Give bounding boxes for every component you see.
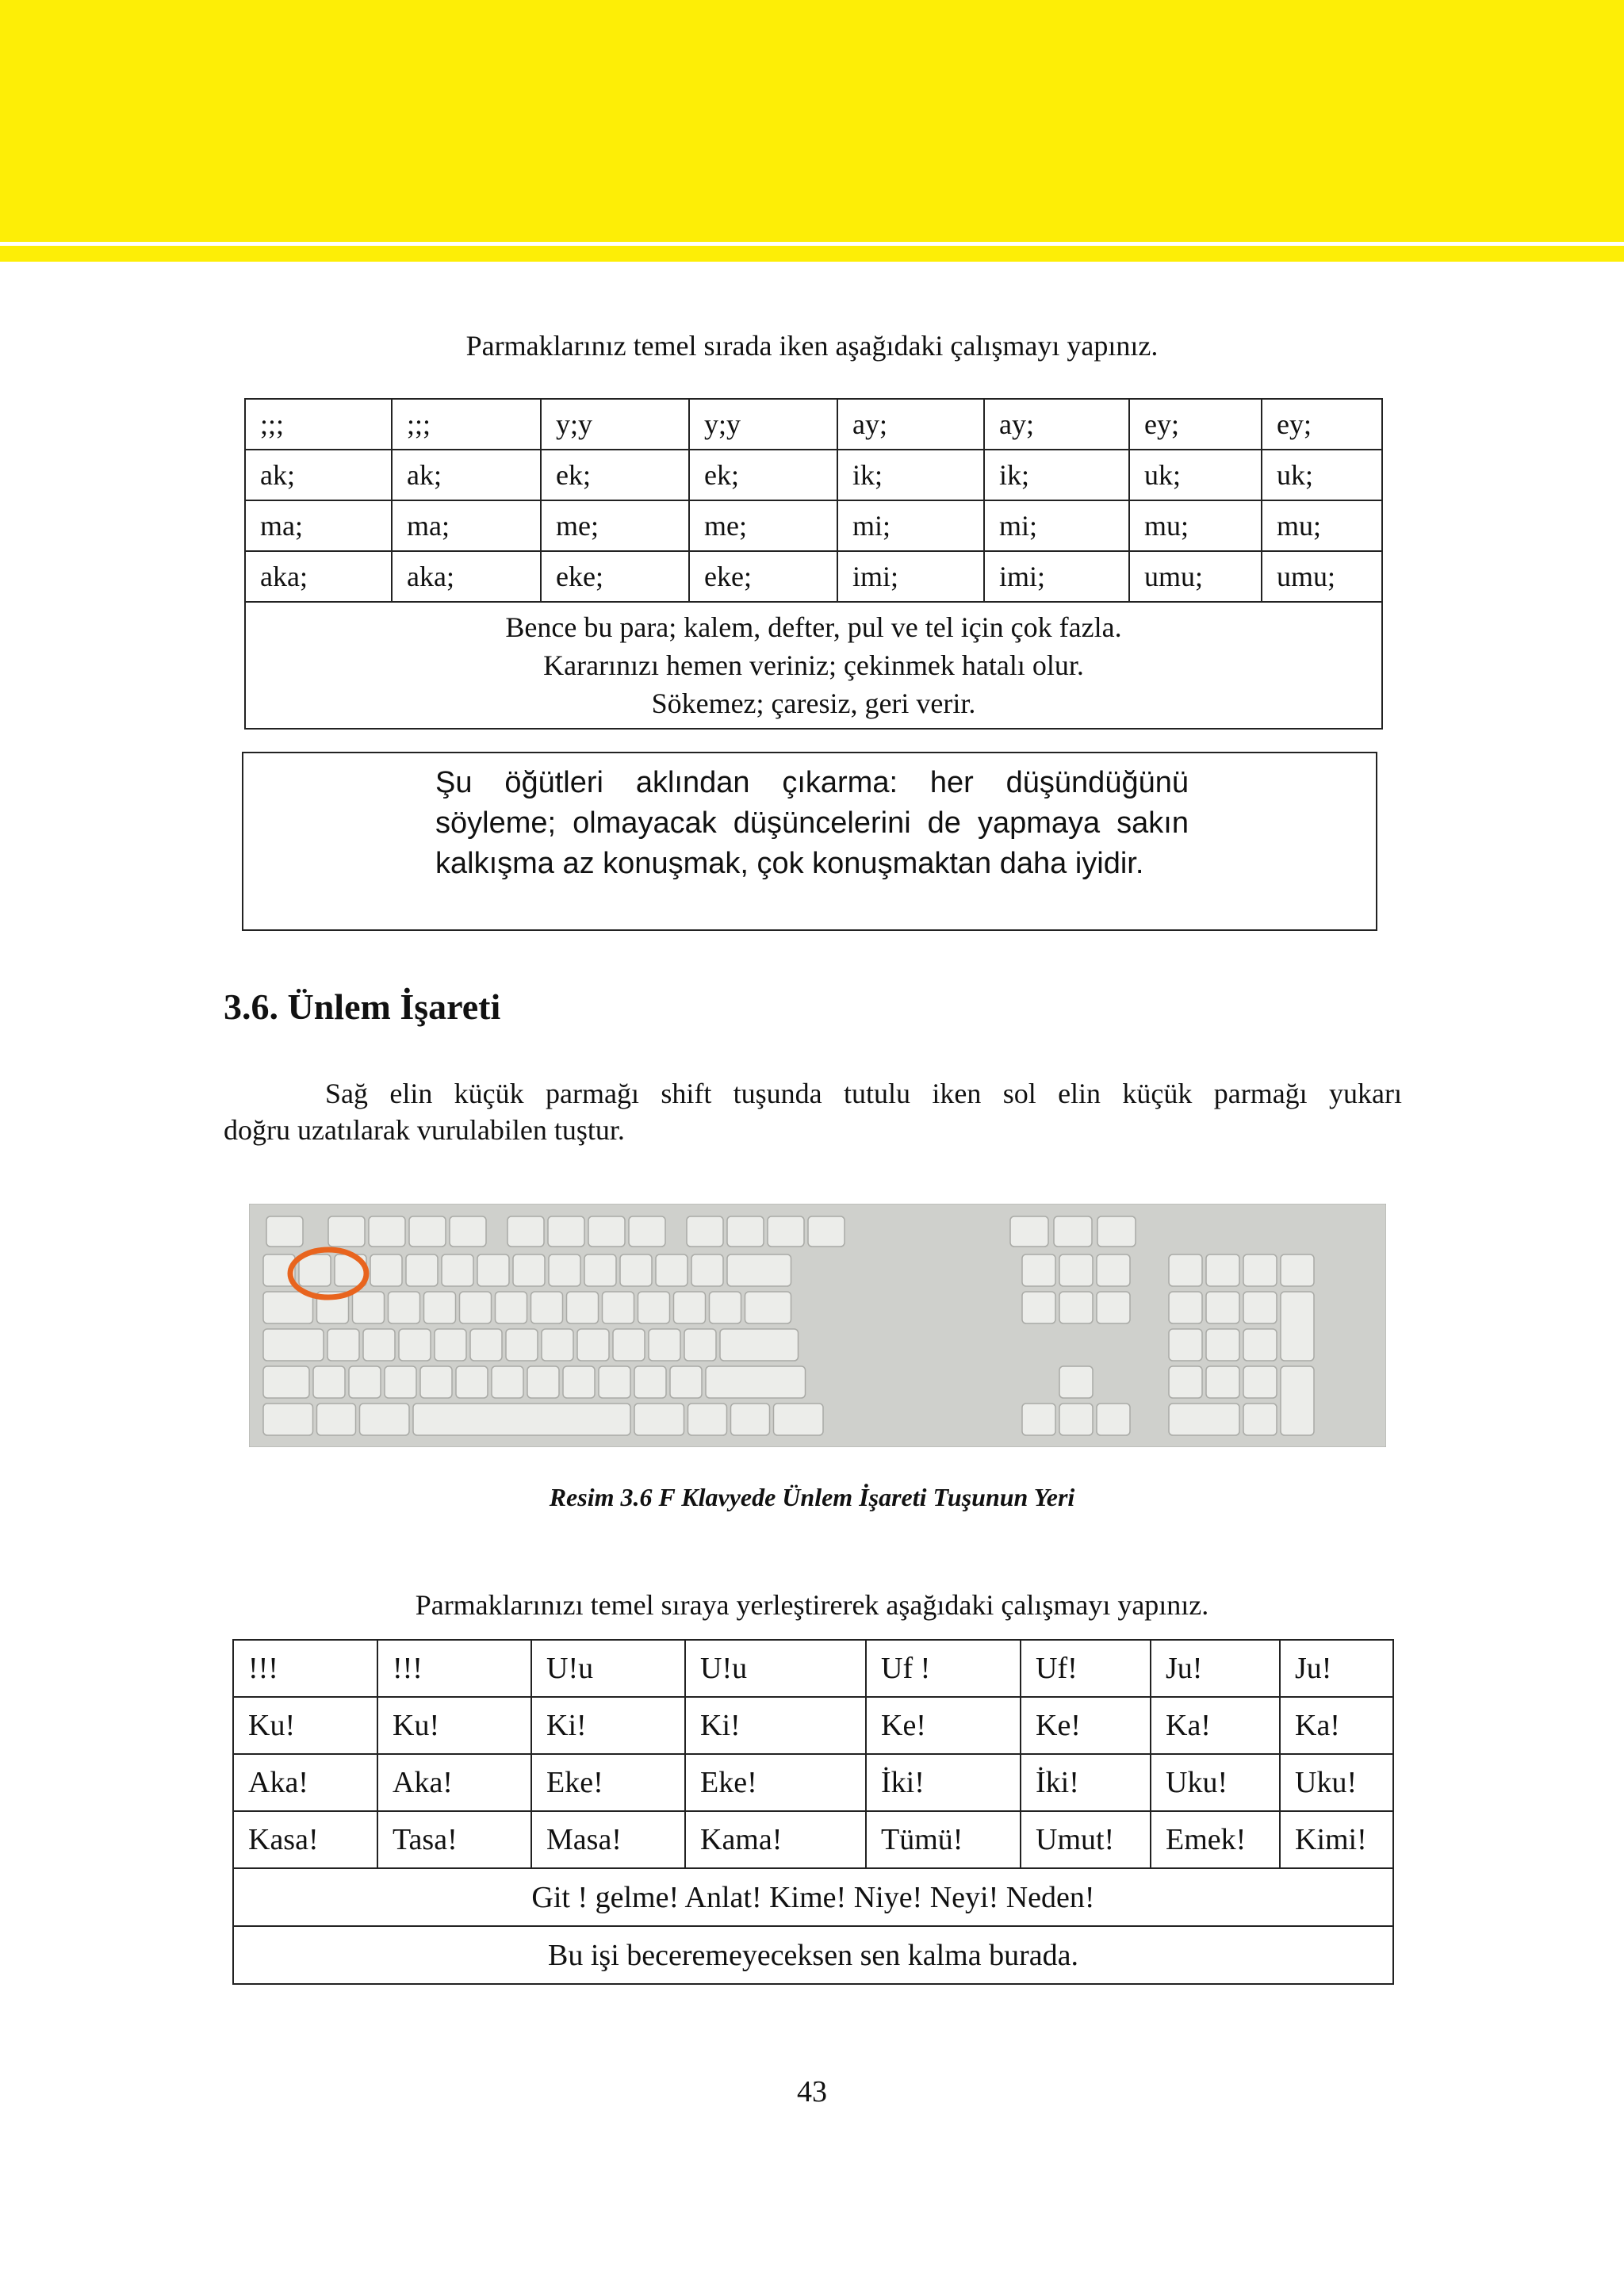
keyboard-key bbox=[1010, 1216, 1048, 1247]
keyboard-key bbox=[263, 1329, 324, 1361]
keyboard-key bbox=[584, 1254, 616, 1286]
keyboard-key bbox=[1243, 1292, 1277, 1323]
keyboard-key bbox=[710, 1292, 741, 1323]
keyboard-key bbox=[649, 1329, 680, 1361]
keyboard-key bbox=[349, 1366, 381, 1398]
keyboard-key bbox=[1059, 1404, 1093, 1435]
keyboard-key bbox=[745, 1292, 791, 1323]
keyboard-key bbox=[450, 1216, 486, 1247]
table-cell: Ku! bbox=[233, 1697, 377, 1754]
table-cell: U!u bbox=[531, 1640, 685, 1697]
keyboard-key bbox=[1206, 1329, 1239, 1361]
table-cell: ma; bbox=[392, 500, 541, 551]
keyboard-key bbox=[513, 1254, 545, 1286]
table-cell: Ju! bbox=[1151, 1640, 1280, 1697]
keyboard-key bbox=[460, 1292, 492, 1323]
table-cell: Ke! bbox=[866, 1697, 1021, 1754]
keyboard-key bbox=[527, 1366, 559, 1398]
keyboard-key bbox=[1169, 1292, 1202, 1323]
keyboard-key bbox=[399, 1329, 431, 1361]
keyboard-key bbox=[629, 1216, 665, 1247]
table-cell: uk; bbox=[1262, 450, 1382, 500]
keyboard-key bbox=[263, 1366, 309, 1398]
keyboard-key bbox=[389, 1292, 420, 1323]
table-cell: Uf! bbox=[1021, 1640, 1151, 1697]
keyboard-key bbox=[599, 1366, 630, 1398]
table-cell: ak; bbox=[392, 450, 541, 500]
sentence-line: Bence bu para; kalem, defter, pul ve tel için çok fazla. bbox=[505, 611, 1122, 643]
table-cell: Kimi! bbox=[1280, 1811, 1393, 1868]
keyboard-key bbox=[1169, 1404, 1239, 1435]
keyboard-key bbox=[420, 1366, 452, 1398]
keyboard-key bbox=[435, 1329, 466, 1361]
sentence-cell bbox=[245, 602, 1382, 729]
keyboard-key bbox=[567, 1292, 599, 1323]
table-cell: Tümü! bbox=[866, 1811, 1021, 1868]
keyboard-key bbox=[1281, 1366, 1314, 1435]
keyboard-key bbox=[548, 1216, 584, 1247]
keyboard-key bbox=[727, 1254, 791, 1286]
table-cell: ey; bbox=[1262, 399, 1382, 450]
keyboard-key bbox=[369, 1216, 405, 1247]
page-number: 43 bbox=[797, 2075, 827, 2108]
keyboard-key bbox=[263, 1404, 313, 1435]
keyboard-key bbox=[470, 1329, 502, 1361]
table-cell: ak; bbox=[245, 450, 392, 500]
table-row bbox=[233, 1926, 1393, 1984]
keyboard-key bbox=[409, 1216, 446, 1247]
sentence-line: Sökemez; çaresiz, geri verir. bbox=[651, 687, 976, 719]
table-cell: imi; bbox=[984, 551, 1129, 602]
keyboard-key bbox=[1059, 1292, 1093, 1323]
keyboard-key bbox=[531, 1292, 563, 1323]
keyboard-key bbox=[1097, 1254, 1130, 1286]
table-cell: mi; bbox=[984, 500, 1129, 551]
keyboard-key bbox=[317, 1404, 356, 1435]
table-cell: Kama! bbox=[685, 1811, 866, 1868]
sentence-line: Kararınızı hemen veriniz; çekinmek hatalı olur. bbox=[543, 649, 1084, 681]
table-cell: umu; bbox=[1262, 551, 1382, 602]
table-row bbox=[245, 450, 1382, 500]
table-cell: umu; bbox=[1129, 551, 1262, 602]
keyboard-key bbox=[1097, 1292, 1130, 1323]
keyboard-key bbox=[327, 1329, 359, 1361]
paragraph-line: doğru uzatılarak vurulabilen tuştur. bbox=[224, 1114, 625, 1146]
table-cell: eke; bbox=[689, 551, 837, 602]
keyboard-key bbox=[1243, 1329, 1277, 1361]
keyboard-key bbox=[1169, 1329, 1202, 1361]
table-cell: ;;; bbox=[392, 399, 541, 450]
keyboard-key bbox=[634, 1366, 666, 1398]
keyboard-key bbox=[808, 1216, 845, 1247]
table-cell: mu; bbox=[1129, 500, 1262, 551]
keyboard-key bbox=[674, 1292, 706, 1323]
keyboard-key bbox=[1169, 1254, 1202, 1286]
table-cell: Ki! bbox=[685, 1697, 866, 1754]
keyboard-key bbox=[1059, 1366, 1093, 1398]
exercise2-table bbox=[232, 1639, 1394, 1985]
keyboard-key bbox=[1206, 1366, 1239, 1398]
keyboard-key bbox=[563, 1366, 595, 1398]
keyboard-key bbox=[266, 1216, 303, 1247]
keyboard-key bbox=[727, 1216, 764, 1247]
table-cell: imi; bbox=[837, 551, 984, 602]
table-cell: !!! bbox=[377, 1640, 531, 1697]
quote-line: Şu öğütleri aklından çıkarma: her düşündüğünü bbox=[435, 766, 1189, 799]
section-title: 3.6. Ünlem İşareti bbox=[224, 986, 501, 1027]
sentence-cell: Git ! gelme! Anlat! Kime! Niye! Neyi! Neden! bbox=[233, 1868, 1393, 1926]
table-cell: ik; bbox=[984, 450, 1129, 500]
keyboard-key bbox=[442, 1254, 473, 1286]
table-row bbox=[245, 500, 1382, 551]
keyboard-key bbox=[638, 1292, 670, 1323]
keyboard-key bbox=[603, 1292, 634, 1323]
keyboard-key bbox=[1054, 1216, 1092, 1247]
table-cell: ek; bbox=[689, 450, 837, 500]
table-cell: aka; bbox=[245, 551, 392, 602]
table-cell: y;y bbox=[541, 399, 689, 450]
keyboard-key bbox=[774, 1404, 824, 1435]
keyboard-key bbox=[1022, 1292, 1055, 1323]
table-cell: Uf ! bbox=[866, 1640, 1021, 1697]
keyboard-key bbox=[731, 1404, 770, 1435]
keyboard-key bbox=[684, 1329, 716, 1361]
table-cell: Ke! bbox=[1021, 1697, 1151, 1754]
keyboard-key bbox=[1059, 1254, 1093, 1286]
table-cell: Ka! bbox=[1151, 1697, 1280, 1754]
keyboard-key bbox=[706, 1366, 806, 1398]
keyboard-key bbox=[1169, 1366, 1202, 1398]
keyboard-key bbox=[313, 1366, 345, 1398]
keyboard-key bbox=[328, 1216, 365, 1247]
keyboard-key bbox=[353, 1292, 385, 1323]
keyboard-key bbox=[656, 1254, 688, 1286]
table-cell: Umut! bbox=[1021, 1811, 1151, 1868]
keyboard-key bbox=[691, 1254, 723, 1286]
keyboard-key bbox=[299, 1254, 331, 1286]
keyboard-key bbox=[1243, 1404, 1277, 1435]
table-cell: U!u bbox=[685, 1640, 866, 1697]
keyboard-key bbox=[1243, 1366, 1277, 1398]
keyboard-key bbox=[1206, 1254, 1239, 1286]
table-cell: ;;; bbox=[245, 399, 392, 450]
table-row bbox=[233, 1868, 1393, 1926]
keyboard-key bbox=[477, 1254, 509, 1286]
keyboard-key bbox=[542, 1329, 573, 1361]
table-cell: İki! bbox=[1021, 1754, 1151, 1811]
quote-line: kalkışma az konuşmak, çok konuşmaktan daha iyidir. bbox=[435, 847, 1144, 880]
table-cell: Ki! bbox=[531, 1697, 685, 1754]
table-cell: Masa! bbox=[531, 1811, 685, 1868]
keyboard-key bbox=[370, 1254, 402, 1286]
quote-box bbox=[242, 752, 1377, 931]
table-cell: Kasa! bbox=[233, 1811, 377, 1868]
keyboard-key bbox=[720, 1329, 799, 1361]
keyboard-key bbox=[577, 1329, 609, 1361]
keyboard-key bbox=[413, 1404, 630, 1435]
keyboard-key bbox=[634, 1404, 684, 1435]
keyboard-key bbox=[385, 1366, 416, 1398]
section-paragraph bbox=[224, 1075, 1402, 1148]
keyboard-key bbox=[1281, 1292, 1314, 1361]
table-cell: Eke! bbox=[685, 1754, 866, 1811]
keyboard-key bbox=[620, 1254, 652, 1286]
keyboard-image bbox=[249, 1204, 1386, 1447]
table-cell: mi; bbox=[837, 500, 984, 551]
keyboard-key bbox=[456, 1366, 488, 1398]
table-row bbox=[233, 1640, 1393, 1697]
keyboard-key bbox=[1281, 1254, 1314, 1286]
table-cell: Uku! bbox=[1151, 1754, 1280, 1811]
keyboard-key bbox=[506, 1329, 538, 1361]
keyboard-key bbox=[363, 1329, 395, 1361]
table-cell: Eke! bbox=[531, 1754, 685, 1811]
table-cell: mu; bbox=[1262, 500, 1382, 551]
header-band bbox=[0, 0, 1624, 242]
keyboard-key bbox=[1097, 1404, 1130, 1435]
keyboard-key bbox=[688, 1404, 727, 1435]
table-cell: ik; bbox=[837, 450, 984, 500]
table-cell: Ka! bbox=[1280, 1697, 1393, 1754]
table-cell: me; bbox=[541, 500, 689, 551]
keyboard-key bbox=[613, 1329, 645, 1361]
exercise1-intro: Parmaklarınız temel sırada iken aşağıdaki çalışmayı yapınız. bbox=[465, 330, 1159, 362]
table-cell: ek; bbox=[541, 450, 689, 500]
keyboard-key bbox=[496, 1292, 527, 1323]
quote-text bbox=[435, 763, 1189, 884]
keyboard-key bbox=[360, 1404, 410, 1435]
keyboard-key bbox=[1022, 1254, 1055, 1286]
keyboard-key bbox=[1022, 1404, 1055, 1435]
table-row bbox=[233, 1811, 1393, 1868]
keyboard-key bbox=[768, 1216, 804, 1247]
table-cell: İki! bbox=[866, 1754, 1021, 1811]
table-cell: Uku! bbox=[1280, 1754, 1393, 1811]
exercise1-table bbox=[244, 398, 1383, 730]
table-row bbox=[245, 551, 1382, 602]
table-cell: ma; bbox=[245, 500, 392, 551]
table-cell: !!! bbox=[233, 1640, 377, 1697]
table-cell: ay; bbox=[984, 399, 1129, 450]
keyboard-key bbox=[406, 1254, 438, 1286]
table-cell: Aka! bbox=[377, 1754, 531, 1811]
keyboard-key bbox=[1206, 1292, 1239, 1323]
table-row bbox=[233, 1697, 1393, 1754]
header-stripe bbox=[0, 246, 1624, 262]
table-cell: uk; bbox=[1129, 450, 1262, 500]
table-cell: Ku! bbox=[377, 1697, 531, 1754]
table-cell: aka; bbox=[392, 551, 541, 602]
table-cell: Ju! bbox=[1280, 1640, 1393, 1697]
keyboard-key bbox=[588, 1216, 625, 1247]
keyboard-key bbox=[424, 1292, 456, 1323]
table-row bbox=[245, 399, 1382, 450]
keyboard-key bbox=[1097, 1216, 1136, 1247]
table-cell: ey; bbox=[1129, 399, 1262, 450]
exercise2-intro: Parmaklarınızı temel sıraya yerleştirerek aşağıdaki çalışmayı yapınız. bbox=[415, 1589, 1209, 1621]
figure-caption: Resim 3.6 F Klavyede Ünlem İşareti Tuşunun Yeri bbox=[549, 1483, 1075, 1511]
paragraph-line: Sağ elin küçük parmağı shift tuşunda tutulu iken sol elin küçük parmağı yukarı bbox=[325, 1078, 1402, 1109]
keyboard-key bbox=[492, 1366, 523, 1398]
keyboard-key bbox=[508, 1216, 544, 1247]
table-cell: Aka! bbox=[233, 1754, 377, 1811]
sentence-cell: Bu işi beceremeyeceksen sen kalma burada. bbox=[233, 1926, 1393, 1984]
quote-line: söyleme; olmayacak düşüncelerini de yapmaya sakın bbox=[435, 806, 1189, 840]
table-cell: me; bbox=[689, 500, 837, 551]
keyboard-key bbox=[549, 1254, 580, 1286]
keyboard-photo bbox=[249, 1204, 1386, 1447]
keyboard-key bbox=[263, 1292, 313, 1323]
table-cell: Emek! bbox=[1151, 1811, 1280, 1868]
table-cell: y;y bbox=[689, 399, 837, 450]
table-row bbox=[233, 1754, 1393, 1811]
table-row bbox=[245, 602, 1382, 729]
keyboard-key bbox=[687, 1216, 723, 1247]
table-cell: Tasa! bbox=[377, 1811, 531, 1868]
keyboard-key bbox=[670, 1366, 702, 1398]
table-cell: eke; bbox=[541, 551, 689, 602]
keyboard-key bbox=[1243, 1254, 1277, 1286]
table-cell: ay; bbox=[837, 399, 984, 450]
